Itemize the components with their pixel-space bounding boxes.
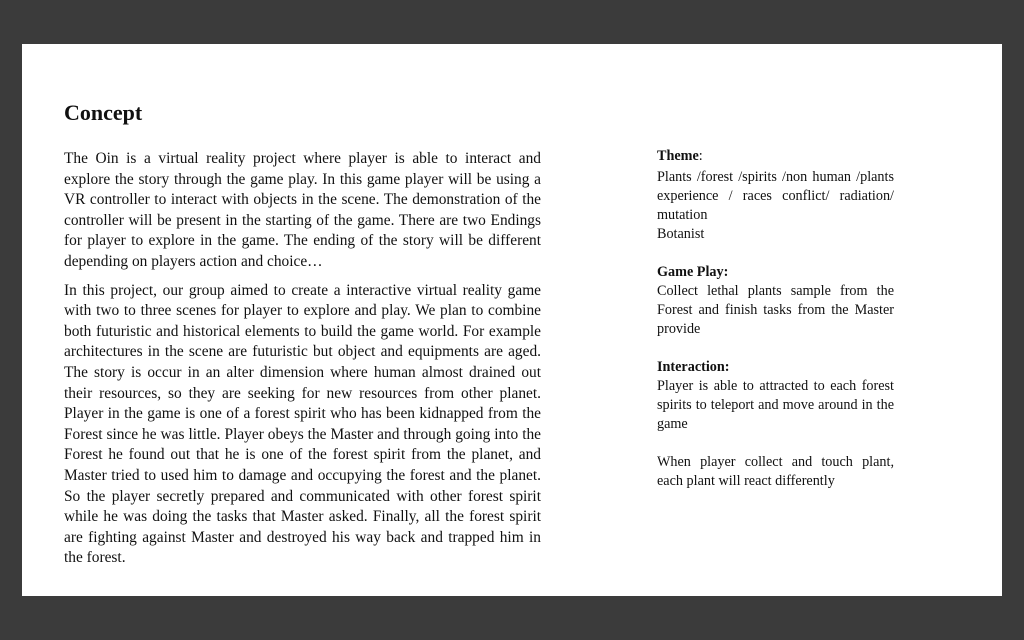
concept-paragraph-1: The Oin is a virtual reality project where player is able to interact and explore the story through the game play. In this game player will be using a VR controller to interact with objects in the scene. The demonstration of the controller will be present in the starting of the game. There are two Endings for player to explore in the game. The ending of the story will be different depending on players action and choice… (64, 150, 541, 270)
gameplay-label: Game Play: (657, 264, 729, 280)
concept-body (64, 149, 541, 569)
document-page (22, 44, 1002, 596)
interaction-text: Player is able to attracted to each forest spirits to teleport and move around in the game (657, 378, 894, 432)
concept-paragraph-2: In this project, our group aimed to create a interactive virtual reality game with two to three scenes for player to explore and play. We plan to combine both futuristic and historical elements to build the game world. For example architectures in the scene are futuristic but object and equipments are aged. The story is occur in an alter dimension where human almost drained out their resources, so they are seeking for new resources from other planet. Player in the game is one of a forest spirit who has been kidnapped from the Forest since he was little. Player obeys the Master and through going into the Forest he found out that he is one of the forest spirit from the planet, and Master tried to used him to damage and occupying the forest and the planet. So the player secretly prepared and communicated with other forest spirit while he was doing the tasks that Master asked. Finally, all the forest spirit are fighting against Master and destroyed his way back and trapped him in the forest. (64, 281, 541, 567)
sidebar-notes (657, 147, 894, 491)
gameplay-text: Collect lethal plants sample from the Forest and finish tasks from the Master provide (657, 283, 894, 337)
theme-label: Theme (657, 148, 699, 164)
theme-section (657, 147, 894, 244)
page-title: Concept (64, 100, 143, 125)
interaction-extra: When player collect and touch plant, each plant will react differently (657, 454, 894, 489)
theme-text: Plants /forest /spirits /non human /plants experience / races conflict/ radiation/ mutation (657, 169, 894, 223)
theme-colon: : (698, 148, 703, 164)
gameplay-section (657, 263, 894, 339)
interaction-extra-section (657, 453, 894, 491)
theme-extra: Botanist (657, 226, 705, 242)
interaction-label: Interaction: (657, 359, 730, 375)
interaction-section (657, 358, 894, 434)
